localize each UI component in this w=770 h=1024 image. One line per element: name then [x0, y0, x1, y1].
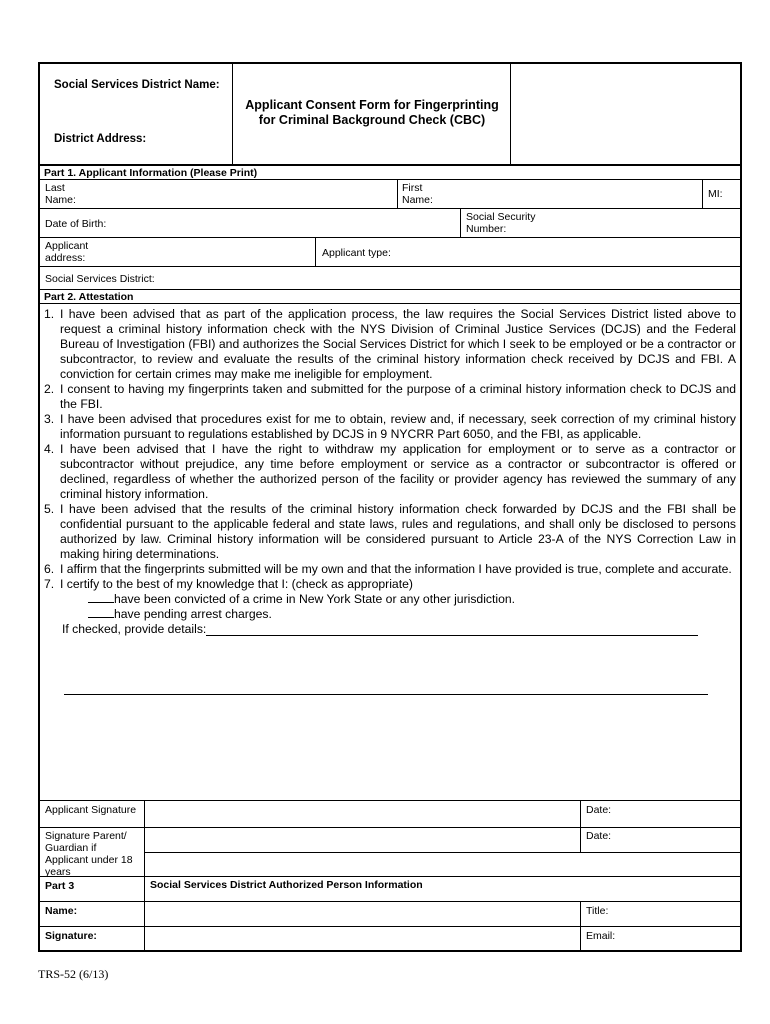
divider: [580, 800, 581, 852]
first-name-field[interactable]: [450, 181, 700, 207]
item-text: I have been advised that as part of the application process, the law requires the Social Services District listed above to request a criminal history information check with the NYS Division of Criminal Justice Services (DCJS) and the Federal Bureau of Investigation (FBI) and authorizes the Social Services District for which I seek to be employed or be a contractor or subcontractor, to review and evaluate the results of the criminal history information check received by DCJS and FBI. A conviction for certain crimes may make me ineligible for employment.: [60, 307, 736, 381]
divider: [40, 901, 740, 902]
applicant-signature-label: Applicant Signature: [45, 804, 137, 816]
mi-label: MI:: [708, 188, 723, 200]
divider: [40, 289, 740, 290]
name-label: Name:: [45, 905, 78, 917]
convicted-checkbox[interactable]: [88, 602, 114, 603]
details-field-line2[interactable]: [64, 694, 708, 695]
attestation-item: [44, 412, 736, 442]
consent-form: [38, 62, 742, 952]
attestation-item: [44, 382, 736, 412]
divider: [40, 179, 740, 180]
check-option-label: have pending arrest charges.: [114, 607, 272, 621]
divider: [144, 852, 740, 853]
attestation-item: [44, 577, 736, 592]
details-label: If checked, provide details:: [62, 622, 207, 636]
attestation-item: [44, 307, 736, 382]
attestation-item: [44, 502, 736, 562]
part3-label: Part 3: [45, 880, 75, 892]
item-number: 4.: [44, 442, 55, 456]
divider: [702, 180, 703, 208]
authorized-email-field[interactable]: [630, 928, 738, 950]
item-text: I have been advised that I have the right to withdraw my application for employment or to serve as a contractor or subcontractor without prejudice, any time before employment or service as a contractor or subcontractor is offered or declined, regardless of whether the authorized person of the facility or provider agency has reviewed the summary of any criminal history information.: [60, 442, 736, 501]
item-text: I certify to the best of my knowledge that I: (check as appropriate): [60, 577, 413, 591]
address-label: Applicant address:: [45, 240, 89, 264]
email-label: Email:: [586, 930, 616, 942]
date-label: Date:: [586, 830, 612, 842]
attestation-text: [44, 307, 736, 637]
divider: [40, 237, 740, 238]
divider: [40, 208, 740, 209]
check-option-pending: [44, 607, 736, 622]
item-number: 7.: [44, 577, 55, 591]
district-field[interactable]: [170, 268, 738, 288]
district-name-label: Social Services District Name:: [54, 79, 220, 91]
item-number: 5.: [44, 502, 55, 516]
authorized-signature-field[interactable]: [146, 928, 578, 950]
header-blank-field[interactable]: [512, 66, 740, 162]
divider: [232, 64, 233, 164]
guardian-date-field[interactable]: [630, 829, 738, 851]
divider: [40, 164, 740, 166]
date-label: Date:: [586, 804, 612, 816]
attestation-item: [44, 562, 736, 577]
applicant-type-label: Applicant type:: [322, 247, 391, 259]
authorized-title-field[interactable]: [630, 903, 738, 925]
item-number: 6.: [44, 562, 55, 576]
attestation-list: [44, 307, 736, 592]
divider: [40, 926, 740, 927]
divider: [40, 800, 740, 801]
last-name-field[interactable]: [100, 181, 394, 207]
applicant-type-field[interactable]: [410, 239, 738, 265]
item-text: I consent to having my fingerprints taken and submitted for the purpose of a criminal history information check to DCJS and the FBI.: [60, 382, 736, 411]
item-number: 1.: [44, 307, 55, 321]
divider: [397, 180, 398, 208]
divider: [40, 303, 740, 304]
attestation-item: [44, 442, 736, 502]
ssn-label: Social Security Number:: [466, 211, 536, 235]
guardian-signature-field[interactable]: [146, 829, 578, 851]
form-id: TRS-52 (6/13): [38, 967, 109, 981]
applicant-date-field[interactable]: [630, 802, 738, 826]
form-title: Applicant Consent Form for Fingerprinting for Criminal Background Check (CBC): [245, 98, 499, 127]
district-label: Social Services District:: [45, 273, 155, 285]
authorized-name-field[interactable]: [146, 903, 578, 925]
divider: [460, 209, 461, 237]
part2-heading: Part 2. Attestation: [44, 291, 134, 303]
item-number: 2.: [44, 382, 55, 396]
title-label: Title:: [586, 905, 609, 917]
details-field[interactable]: [206, 622, 698, 636]
item-number: 3.: [44, 412, 55, 426]
address-field[interactable]: [118, 239, 312, 265]
item-text: I have been advised that procedures exist for me to obtain, review and, if necessary, seek correction of my criminal history information pursuant to regulations established by DCJS in 9 NYCRR Part 6050, and the FBI, as applicable.: [60, 412, 736, 441]
ssn-field[interactable]: [560, 210, 738, 236]
signature-label: Signature:: [45, 930, 97, 942]
divider: [510, 64, 511, 164]
divider: [315, 238, 316, 266]
divider: [40, 876, 740, 877]
pending-checkbox[interactable]: [88, 617, 114, 618]
applicant-signature-field[interactable]: [146, 802, 578, 826]
part1-heading: Part 1. Applicant Information (Please Print): [44, 167, 258, 179]
first-name-label: First Name:: [402, 182, 433, 206]
dob-field[interactable]: [120, 210, 456, 236]
guardian-signature-label: Signature Parent/ Guardian if Applicant under 18 years: [45, 830, 133, 878]
dob-label: Date of Birth:: [45, 218, 107, 230]
divider: [40, 266, 740, 267]
item-text: I have been advised that the results of the criminal history information check forwarded by DCJS and the FBI shall be confidential pursuant to the applicable federal and state laws, rules and regulations, and shall only be disclosed to persons authorized by law. Criminal history information will be considered pursuant to Article 23-A of the NYS Correction Law in making hiring determinations.: [60, 502, 736, 561]
divider: [40, 827, 740, 828]
check-option-convicted: [44, 592, 736, 607]
district-address-label: District Address:: [54, 133, 147, 145]
part3-heading: Social Services District Authorized Person Information: [150, 879, 423, 891]
last-name-label: Last Name:: [45, 182, 76, 206]
check-option-label: have been convicted of a crime in New York State or any other jurisdiction.: [114, 592, 516, 606]
item-text: I affirm that the fingerprints submitted will be my own and that the information I have provided is true, complete and accurate.: [60, 562, 732, 576]
details-row: [44, 622, 736, 637]
